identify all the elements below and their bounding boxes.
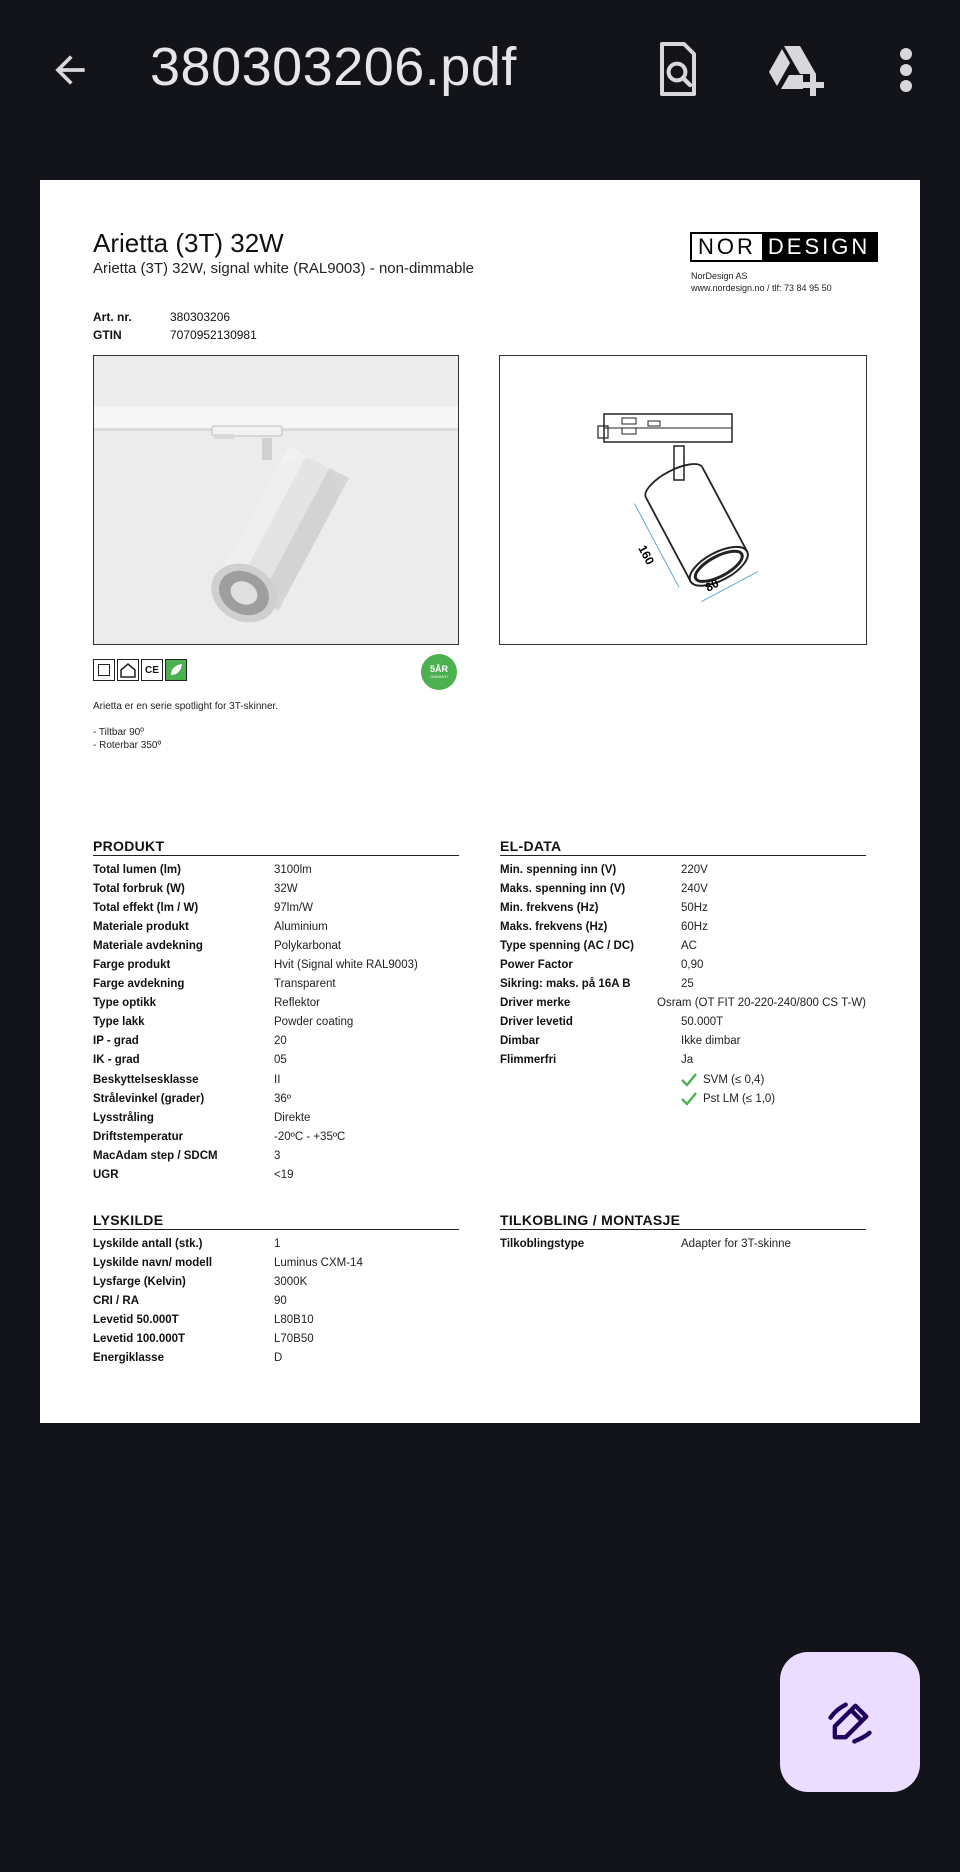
feature-list (93, 726, 161, 752)
spec-row (93, 1051, 459, 1070)
spec-label: Total forbruk (W) (93, 882, 185, 895)
spec-row (93, 1234, 459, 1253)
spec-label: Tilkoblingstype (500, 1237, 585, 1250)
spec-label: Power Factor (500, 959, 573, 972)
spec-row (500, 898, 866, 917)
spec-row (93, 975, 459, 994)
spec-row (93, 1013, 459, 1032)
spec-row (93, 1070, 459, 1089)
spec-row (93, 1310, 459, 1329)
spec-row (93, 1329, 459, 1348)
spec-value: <19 (274, 1169, 294, 1182)
spec-row (93, 898, 459, 917)
certification-icons (93, 659, 187, 681)
gtin-row (93, 328, 257, 346)
spec-row (93, 860, 459, 879)
spec-label: Flimmerfri (500, 1054, 557, 1067)
company-info (691, 270, 832, 294)
spec-value: 240V (681, 882, 708, 895)
spec-value: 50Hz (681, 901, 708, 914)
spec-value: AC (681, 939, 697, 952)
ce-mark-icon: CE (141, 659, 163, 681)
spec-row (93, 1089, 459, 1108)
find-in-document-button[interactable] (646, 38, 710, 102)
more-options-button[interactable] (874, 38, 938, 102)
top-app-bar (0, 0, 960, 140)
spec-value: Direkte (274, 1111, 311, 1124)
spec-row (93, 1108, 459, 1127)
search-document-icon (653, 42, 703, 98)
spec-label: Lysfarge (Kelvin) (93, 1275, 186, 1288)
spec-row (500, 994, 866, 1013)
spec-label: IK - grad (93, 1054, 140, 1067)
spec-row (500, 1013, 866, 1032)
spec-row (93, 1146, 459, 1165)
spec-value: 90 (274, 1294, 287, 1307)
annotate-fab-button[interactable] (780, 1652, 920, 1792)
logo-right: DESIGN (762, 234, 876, 260)
class-ii-icon (93, 659, 115, 681)
feature-rotate: - Roterbar 350º (93, 740, 162, 751)
company-name: NorDesign AS (691, 271, 748, 281)
art-nr-label: Art. nr. (93, 310, 132, 324)
spec-row (500, 955, 866, 974)
spec-label: Type optikk (93, 997, 157, 1010)
feature-tilt: - Tiltbar 90º (93, 727, 144, 738)
spec-value: II (274, 1073, 281, 1086)
section-produkt (93, 838, 459, 1185)
spec-row (500, 917, 866, 936)
diameter-dimension-label: 80 (702, 576, 722, 595)
produkt-rows (93, 860, 459, 1185)
spec-row (93, 1291, 459, 1310)
back-button[interactable] (42, 42, 98, 98)
check-icon (681, 1073, 697, 1087)
spec-row (93, 1253, 459, 1272)
spec-value: 32W (274, 882, 298, 895)
spec-label: Lysstråling (93, 1111, 154, 1124)
spec-label: Energiklasse (93, 1352, 164, 1365)
spec-row (93, 994, 459, 1013)
spec-row (500, 879, 866, 898)
spec-label: Type spenning (AC / DC) (500, 939, 634, 952)
spec-value: Transparent (274, 978, 336, 991)
spec-row (500, 1032, 866, 1051)
spec-label: Levetid 100.000T (93, 1333, 186, 1346)
spec-label: Dimbar (500, 1035, 540, 1048)
spec-label: Driver merke (500, 997, 571, 1010)
gtin-label: GTIN (93, 328, 122, 342)
product-title: Arietta (3T) 32W (93, 228, 284, 258)
file-name-title: 380303206.pdf (150, 37, 517, 97)
pen-edit-icon (824, 1696, 876, 1748)
spec-value: Osram (OT FIT 20-220-240/800 CS T-W) (657, 997, 866, 1010)
eldata-rows (500, 860, 866, 1108)
art-nr-row (93, 310, 257, 328)
spec-label: Lyskilde navn/ modell (93, 1256, 213, 1269)
spec-value: L80B10 (274, 1313, 314, 1326)
spec-value: 3000K (274, 1275, 308, 1288)
warranty-badge (421, 654, 457, 690)
dimension-drawing (500, 356, 866, 646)
spec-value: 50.000T (681, 1016, 724, 1029)
section-eldata (500, 838, 866, 1108)
spec-label: UGR (93, 1169, 119, 1182)
spec-value: 36º (274, 1092, 291, 1105)
section-heading-produkt: PRODUKT (93, 838, 459, 856)
spec-label: Beskyttelsesklasse (93, 1073, 199, 1086)
article-info (93, 310, 257, 346)
spec-value: Hvit (Signal white RAL9003) (274, 959, 418, 972)
spec-row (500, 1051, 866, 1070)
spec-row (500, 860, 866, 879)
technical-drawing (499, 355, 867, 645)
more-vert-icon (898, 46, 914, 94)
spec-label: Farge avdekning (93, 978, 185, 991)
spec-row (93, 1166, 459, 1185)
spec-value: Ikke dimbar (681, 1035, 741, 1048)
spec-label: Materiale avdekning (93, 939, 203, 952)
spec-row (93, 1349, 459, 1368)
check-icon (681, 1092, 697, 1106)
spec-value: Polykarbonat (274, 939, 342, 952)
spec-row (93, 1272, 459, 1291)
spec-value: 05 (274, 1054, 287, 1067)
spec-label: Strålevinkel (grader) (93, 1092, 205, 1105)
spec-label: Total effekt (lm / W) (93, 901, 199, 914)
spec-row (500, 936, 866, 955)
section-lyskilde (93, 1212, 459, 1368)
spec-value: 25 (681, 978, 694, 991)
spec-label: Min. spenning inn (V) (500, 863, 617, 876)
spec-row (93, 1032, 459, 1051)
warranty-years: 5ÅR (429, 664, 448, 674)
spec-value: -20ºC - +35ºC (274, 1130, 346, 1143)
spec-label: MacAdam step / SDCM (93, 1149, 218, 1162)
spec-row (93, 955, 459, 974)
indoor-use-icon (117, 659, 139, 681)
spec-value: 0,90 (681, 959, 704, 972)
spec-value: L70B50 (274, 1333, 314, 1346)
spec-label: Min. frekvens (Hz) (500, 901, 599, 914)
spec-value: 97lm/W (274, 901, 313, 914)
spec-value: D (274, 1352, 283, 1365)
spec-value: 3100lm (274, 863, 312, 876)
spec-label: Lyskilde antall (stk.) (93, 1237, 203, 1250)
spec-value: 3 (274, 1149, 281, 1162)
spec-value: Adapter for 3T-skinne (681, 1237, 791, 1250)
spec-row (93, 936, 459, 955)
spec-label: Driver levetid (500, 1016, 573, 1029)
spec-label: Total lumen (lm) (93, 863, 181, 876)
spec-value: Powder coating (274, 1016, 354, 1029)
rohs-leaf-icon (165, 659, 187, 681)
art-nr-value: 380303206 (170, 310, 231, 324)
section-heading-lyskilde: LYSKILDE (93, 1212, 459, 1230)
gtin-value: 7070952130981 (170, 328, 257, 342)
spec-label: CRI / RA (93, 1294, 139, 1307)
pdf-page (40, 180, 920, 1423)
length-dimension-label: 160 (635, 542, 658, 568)
spec-value: 20 (274, 1035, 287, 1048)
back-arrow-icon (48, 48, 92, 92)
tilkobling-rows (500, 1234, 866, 1253)
product-description: Arietta er en serie spotlight for 3T-skinner. (93, 701, 279, 712)
spec-value: 60Hz (681, 920, 708, 933)
product-photo (93, 355, 459, 645)
spec-label: Driftstemperatur (93, 1130, 184, 1143)
spec-label: Maks. spenning inn (V) (500, 882, 626, 895)
spec-label: Materiale produkt (93, 920, 189, 933)
lyskilde-rows (93, 1234, 459, 1368)
spec-label: Maks. frekvens (Hz) (500, 920, 608, 933)
spec-value: Ja (681, 1054, 694, 1067)
spec-row (500, 975, 866, 994)
nordesign-logo (690, 232, 878, 262)
spec-label: Sikring: maks. på 16A B (500, 978, 631, 991)
spec-value: 1 (274, 1237, 281, 1250)
spec-row (500, 1234, 866, 1253)
check-label: SVM (≤ 0,4) (703, 1073, 765, 1086)
check-item-svm (500, 1070, 866, 1089)
spec-row (93, 879, 459, 898)
spec-row (93, 1127, 459, 1146)
check-item-pst (500, 1089, 866, 1108)
spec-value: Reflektor (274, 997, 321, 1010)
spec-label: IP - grad (93, 1035, 139, 1048)
spotlight-photo (94, 356, 459, 645)
spec-value: Luminus CXM-14 (274, 1256, 363, 1269)
section-heading-eldata: EL-DATA (500, 838, 866, 856)
logo-left: NOR (692, 234, 762, 260)
company-contact: www.nordesign.no / tlf: 73 84 95 50 (691, 283, 832, 293)
check-label: Pst LM (≤ 1,0) (703, 1092, 776, 1105)
spec-value: 220V (681, 863, 708, 876)
section-heading-tilkobling: TILKOBLING / MONTASJE (500, 1212, 866, 1230)
drive-add-icon (766, 42, 826, 98)
product-subtitle: Arietta (3T) 32W, signal white (RAL9003) - non-dimmable (93, 260, 474, 277)
spec-value: Aluminium (274, 920, 328, 933)
add-to-drive-button[interactable] (764, 38, 828, 102)
spec-label: Farge produkt (93, 959, 171, 972)
section-tilkobling (500, 1212, 866, 1253)
spec-label: Type lakk (93, 1016, 145, 1029)
spec-row (93, 917, 459, 936)
warranty-text: GARANTI (430, 674, 448, 679)
spec-label: Levetid 50.000T (93, 1313, 179, 1326)
